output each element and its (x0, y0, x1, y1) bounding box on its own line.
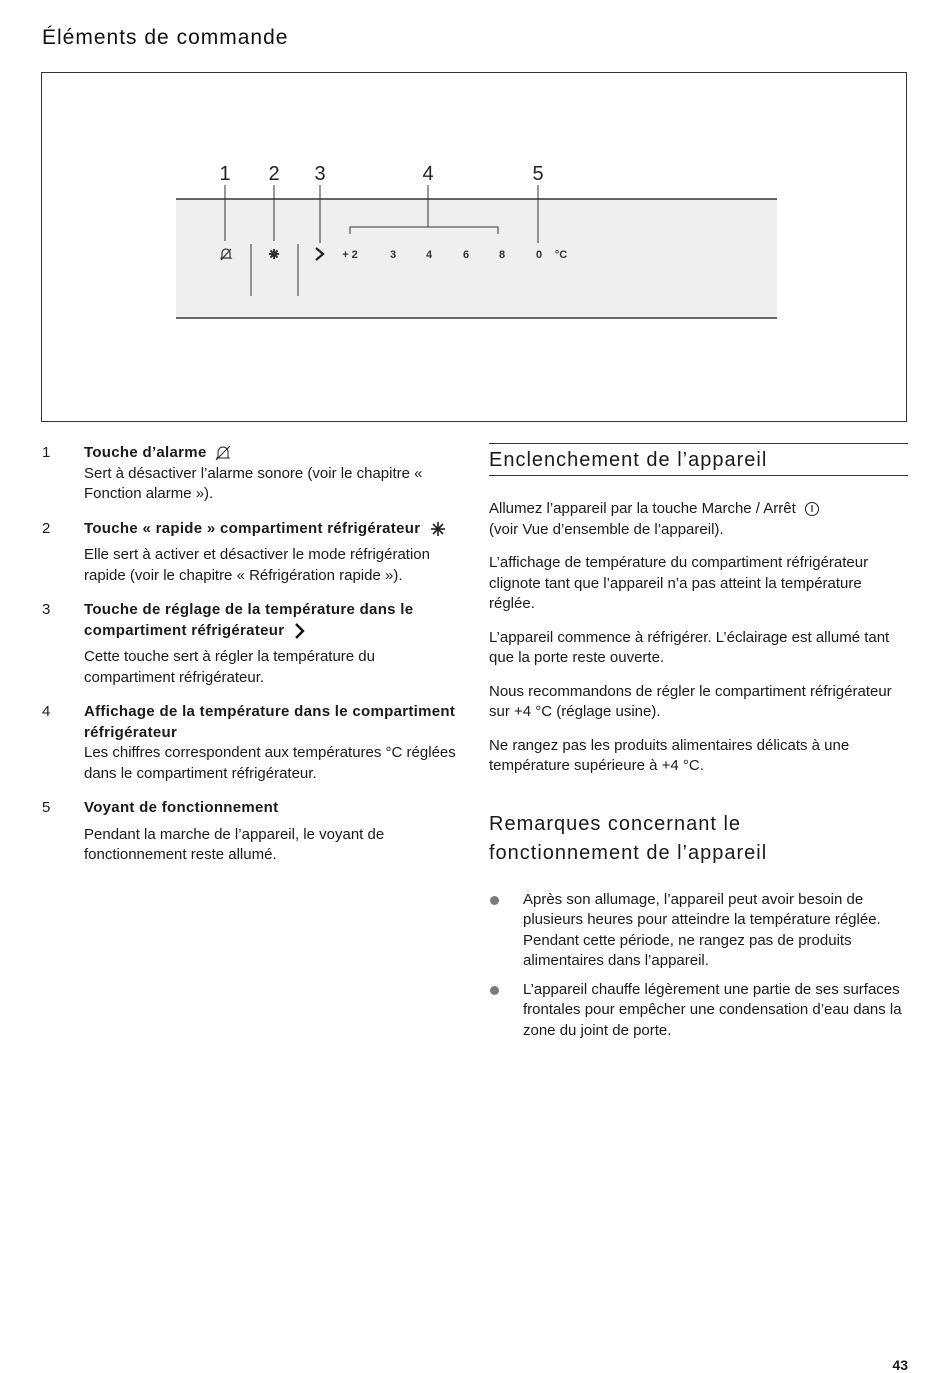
list-item: L’appareil chauffe légèrement une partie de ses surfaces frontales pour empêcher une condensation d’eau dans la zone du joint de porte. (489, 980, 908, 1042)
list-item: Après son allumage, l’appareil peut avoir besoin de plusieurs heures pour atteindre la température réglée. Pendant cette période, ne rangez pas de produits alimentaires dans l’appareil. (489, 890, 908, 972)
callout-3: 3 (314, 163, 326, 185)
temp-label-4: 4 (425, 249, 433, 261)
section-heading-remarques: Remarques concernant le fonctionnement de l’appareil (489, 812, 768, 864)
legend-title: Touche d’alarme (84, 444, 207, 461)
legend-item (42, 443, 462, 505)
bullet-icon (490, 986, 499, 995)
chevron-right-icon (293, 622, 305, 640)
legend-description: Pendant la marche de l’appareil, le voyant de fonctionnement reste allumé. (84, 825, 385, 863)
legend-description: Elle sert à activer et désactiver le mode réfrigération rapide (voir le chapitre « Réfrigération rapide »). (84, 546, 430, 584)
legend-title: Touche de réglage de la température dans le compartiment réfrigérateur (84, 601, 414, 639)
temp-label-plus2: + 2 (342, 249, 358, 261)
legend-number: 1 (42, 444, 51, 461)
legend-number: 2 (42, 519, 51, 537)
temp-label-6: 6 (462, 249, 470, 261)
paragraph: L’affichage de température du compartiment réfrigérateur clignote tant que l’appareil n’a pas atteint la température réglée. (489, 554, 869, 612)
callout-5: 5 (532, 163, 544, 185)
callout-4: 4 (422, 163, 434, 185)
legend-number: 4 (42, 703, 51, 720)
power-icon (804, 501, 820, 517)
callout-1: 1 (219, 163, 231, 185)
legend-item (42, 702, 462, 784)
legend-description: Les chiffres correspondent aux températures °C réglées dans le compartiment réfrigérateur. (84, 744, 456, 782)
remarks-list (489, 890, 908, 1042)
paragraph: Nous recommandons de régler le compartiment réfrigérateur sur +4 °C (réglage usine). (489, 682, 892, 720)
legend-title: Voyant de fonctionnement (84, 799, 279, 816)
bullet-icon (490, 896, 499, 905)
control-panel-diagram (41, 72, 907, 422)
paragraph: Ne rangez pas les produits alimentaires délicats à une température supérieure à +4 °C. (489, 736, 850, 774)
legend-number: 5 (42, 799, 51, 816)
legend-item (42, 600, 462, 688)
legend-number: 3 (42, 601, 51, 618)
paragraph: L’appareil commence à réfrigérer. L’éclairage est allumé tant que la porte reste ouverte. (489, 628, 890, 666)
bell-off-icon (215, 445, 231, 461)
snowflake-icon (429, 521, 447, 537)
legend-item (42, 519, 462, 587)
callout-2: 2 (268, 163, 280, 185)
legend-item (42, 798, 462, 866)
temp-label-3: 3 (389, 249, 397, 261)
legend-list (42, 443, 462, 880)
legend-title: Touche « rapide » compartiment réfrigérateur (84, 519, 421, 537)
page-number: 43 (892, 1357, 908, 1373)
temp-label-0: 0 (535, 249, 543, 261)
section-heading-enclenchement: Enclenchement de l’appareil (489, 443, 908, 476)
paragraph: Allumez l’appareil par la touche Marche / Arrêt (voir Vue d’ensemble de l’appareil). (489, 499, 908, 540)
snowflake-icon (269, 249, 279, 259)
legend-description: Sert à désactiver l’alarme sonore (voir le chapitre « Fonction alarme »). (84, 464, 423, 502)
legend-description: Cette touche sert à régler la température du compartiment réfrigérateur. (84, 648, 375, 686)
right-column (489, 443, 908, 1049)
temp-label-8: 8 (498, 249, 506, 261)
page-title: Éléments de commande (42, 26, 289, 49)
legend-title: Affichage de la température dans le compartiment réfrigérateur (84, 703, 456, 741)
temp-unit-label: °C (554, 249, 568, 261)
